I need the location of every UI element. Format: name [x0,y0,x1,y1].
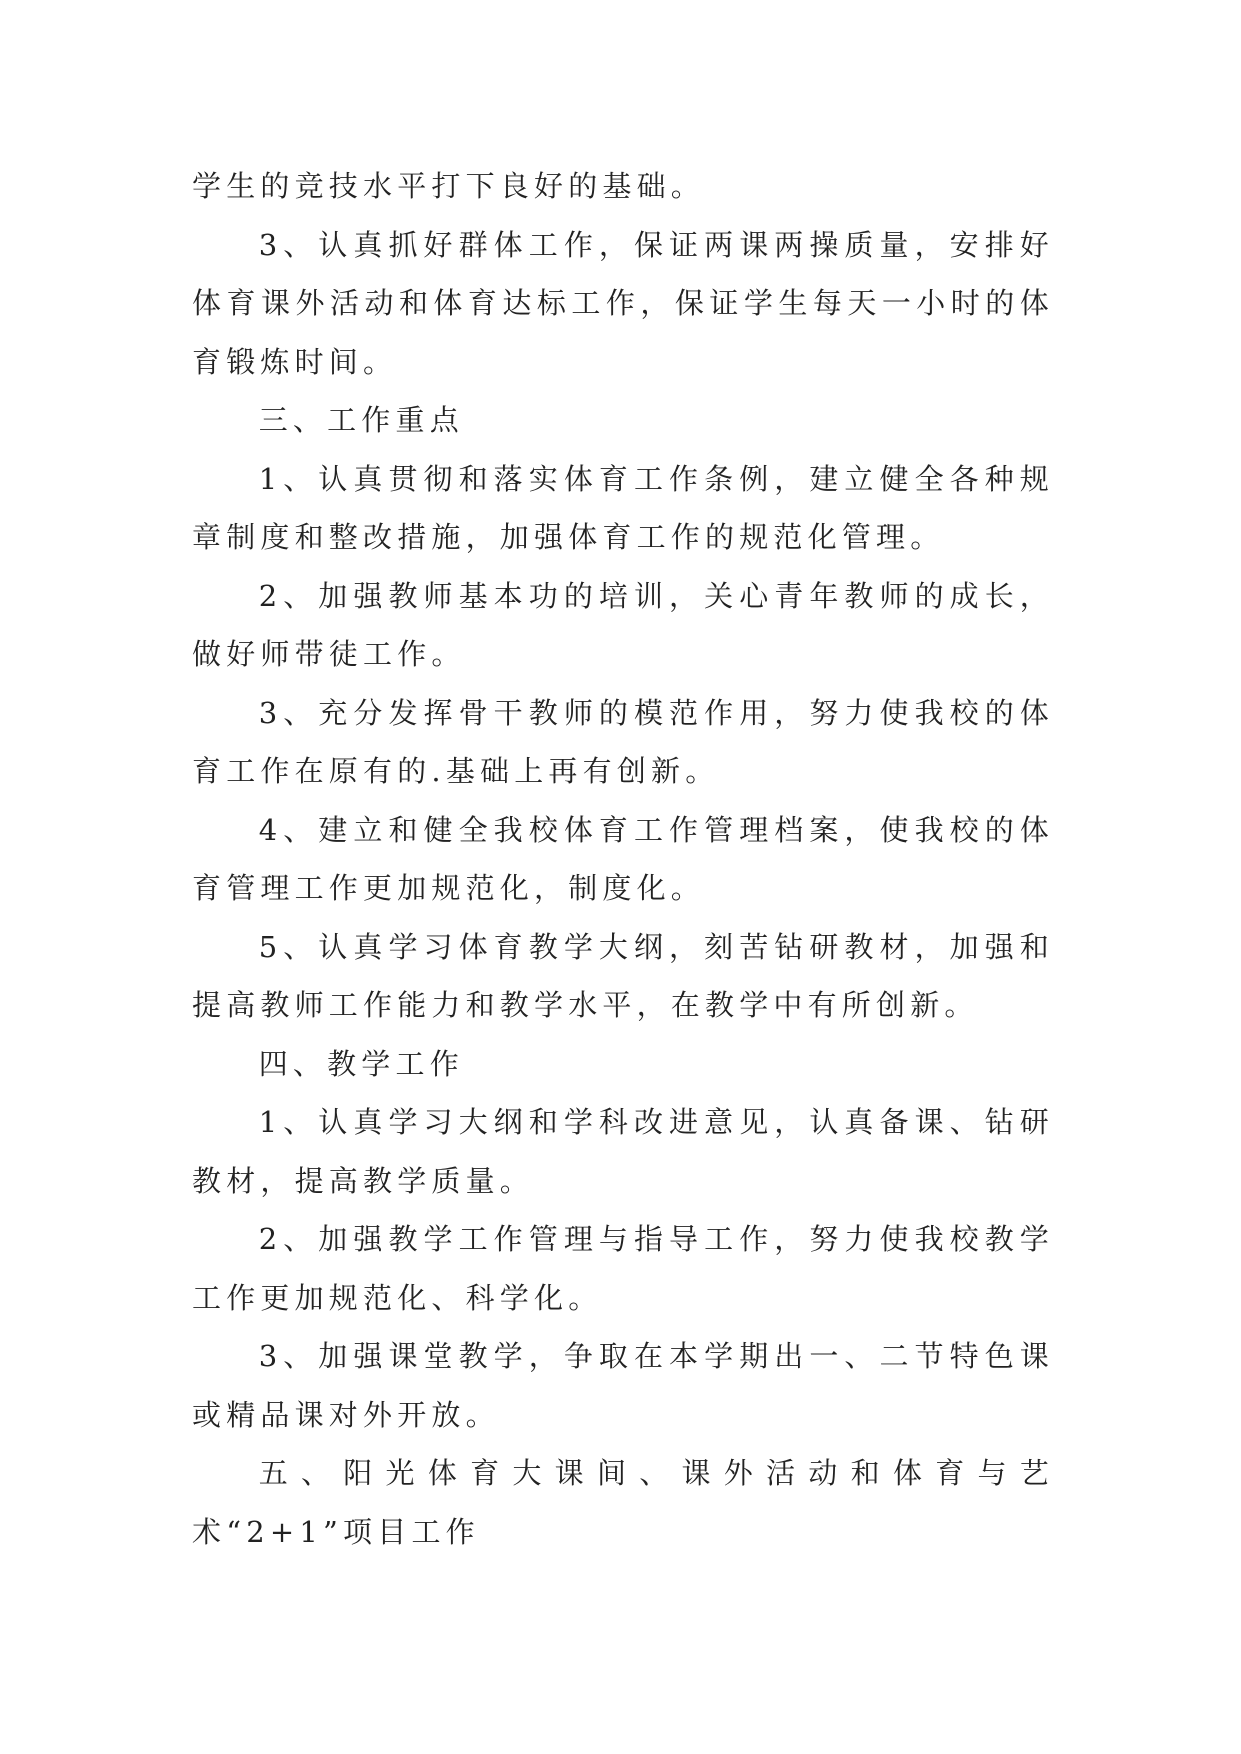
paragraph-focus-4: 4、建立和健全我校体育工作管理档案，使我校的体育管理工作更加规范化，制度化。 [192,812,1054,905]
paragraph-focus-5: 5、认真学习体育教学大纲，刻苦钻研教材，加强和提高教师工作能力和教学水平，在教学中有所创新。 [192,929,1054,1022]
paragraph-teaching-1: 1、认真学习大纲和学科改进意见，认真备课、钻研教材，提高教学质量。 [192,1105,1054,1198]
section-heading-work-focus: 三、工作重点 [258,403,464,437]
paragraph-item-3-mass-sports: 3、认真抓好群体工作，保证两课两操质量，安排好体育课外活动和体育达标工作，保证学生每天一小时的体育锻炼时间。 [192,227,1054,379]
document-body [192,157,1054,1561]
paragraph-teaching-2: 2、加强教学工作管理与指导工作，努力使我校教学工作更加规范化、科学化。 [192,1222,1054,1315]
paragraph-focus-3: 3、充分发挥骨干教师的模范作用，努力使我校的体育工作在原有的.基础上再有创新。 [192,695,1054,788]
paragraph-teaching-3: 3、加强课堂教学，争取在本学期出一、二节特色课或精品课对外开放。 [192,1339,1054,1432]
paragraph-focus-2: 2、加强教师基本功的培训，关心青年教师的成长，做好师带徒工作。 [192,578,1054,671]
paragraph-focus-1: 1、认真贯彻和落实体育工作条例，建立健全各种规章制度和整改措施，加强体育工作的规范化管理。 [192,461,1054,554]
section-heading-teaching-work: 四、教学工作 [258,1046,464,1081]
section-heading-sunshine-sports: 五、阳光体育大课间、课外活动和体育与艺术“2+1”项目工作 [192,1456,1054,1549]
paragraph-continuation: 学生的竞技水平打下良好的基础。 [192,169,706,203]
